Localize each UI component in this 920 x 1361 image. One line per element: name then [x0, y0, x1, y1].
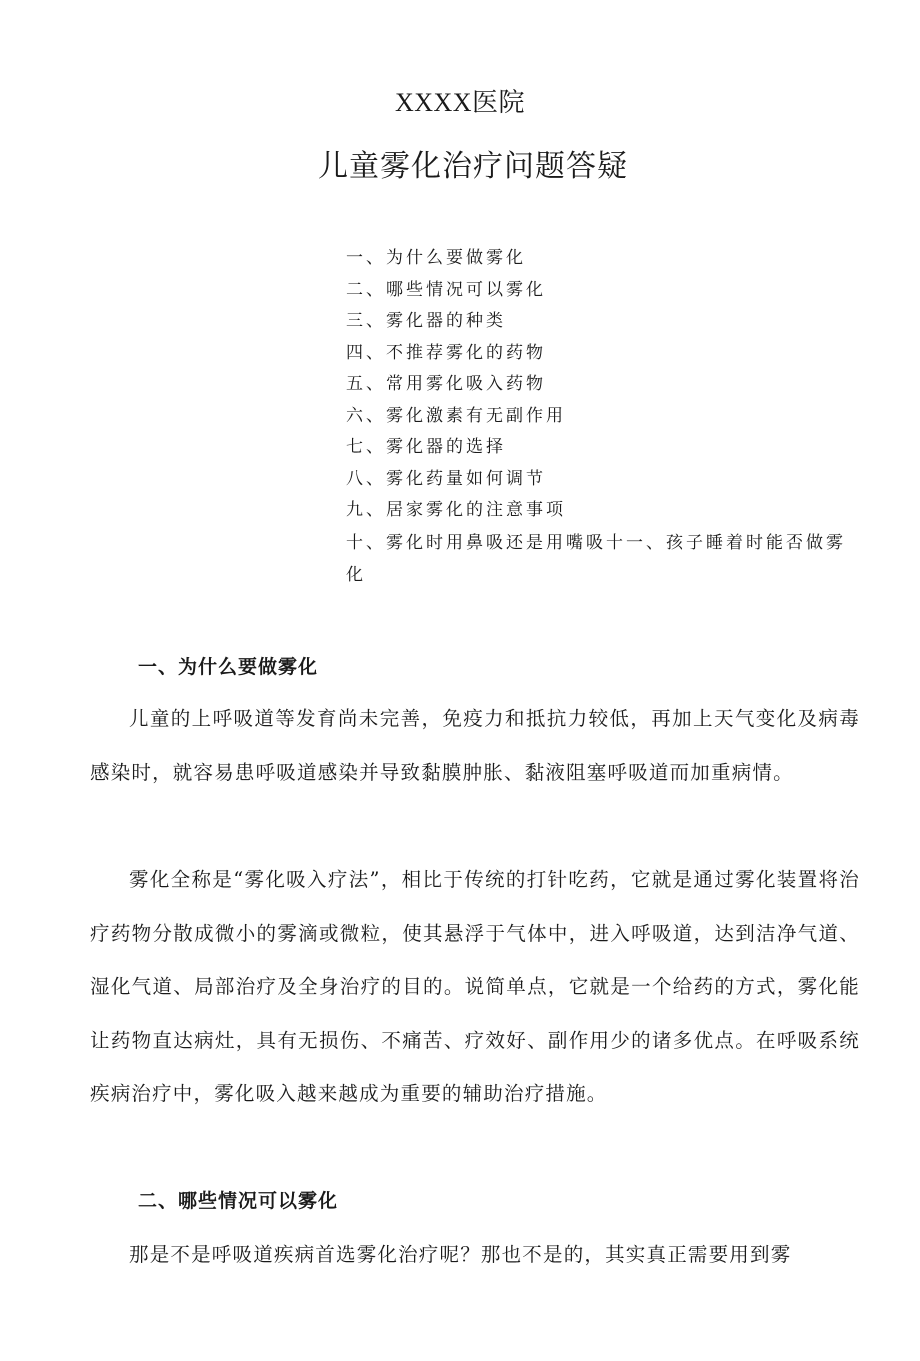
table-of-contents [346, 243, 846, 591]
section-1-paragraph-1: 儿童的上呼吸道等发育尚未完善，免疫力和抵抗力较低，再加上天气变化及病毒感染时，就容易患呼吸道感染并导致黏膜肿胀、黏液阻塞呼吸道而加重病情。 [90, 707, 860, 784]
section-heading-1: 一、为什么要做雾化 [138, 656, 319, 678]
toc-item: 六、雾化激素有无副作用 [346, 405, 566, 426]
toc-item: 四、不推荐雾化的药物 [346, 342, 546, 363]
document-title: 儿童雾化治疗问题答疑 [318, 149, 628, 184]
toc-item: 七、雾化器的选择 [346, 437, 506, 457]
toc-item: 九、居家雾化的注意事项 [346, 500, 566, 520]
toc-item: 十、雾化时用鼻吸还是用嘴吸十一、孩子睡着时能否做雾化 [346, 532, 846, 585]
section-2-paragraph-1: 那是不是呼吸道疾病首选雾化治疗呢？那也不是的，其实真正需要用到雾 [129, 1243, 792, 1266]
section-heading-2: 二、哪些情况可以雾化 [138, 1190, 339, 1212]
hospital-name: XXXX医院 [394, 88, 526, 117]
toc-item: 一、为什么要做雾化 [346, 248, 526, 268]
toc-item: 二、哪些情况可以雾化 [346, 279, 546, 300]
toc-item: 三、雾化器的种类 [346, 311, 506, 331]
toc-item: 五、常用雾化吸入药物 [346, 374, 546, 394]
toc-item: 八、雾化药量如何调节 [346, 468, 546, 489]
section-1-paragraph-2: 雾化全称是“雾化吸入疗法”，相比于传统的打针吃药，它就是通过雾化装置将治疗药物分散成微小的雾滴或微粒，使其悬浮于气体中，进入呼吸道，达到洁净气道、湿化气道、局部治疗及全身治疗的目的。说简单点，它就是一个给药的方式，雾化能让药物直达病灶，具有无损伤、不痛苦、疗效好、副作用少的诸多优点。在呼吸系统疾病治疗中，雾化吸入越来越成为重要的辅助治疗措施。 [90, 868, 860, 1105]
